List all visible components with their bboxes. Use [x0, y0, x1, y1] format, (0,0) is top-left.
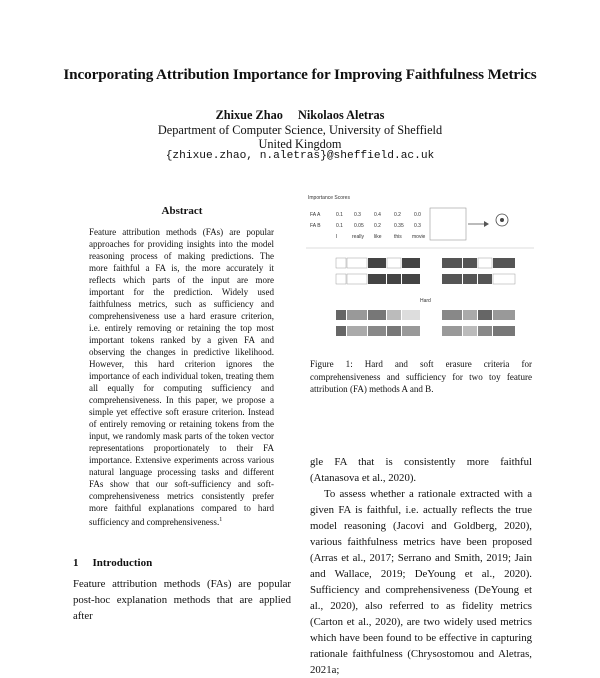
- token-cell-soft: [347, 326, 367, 336]
- body-paragraph: gle FA that is consistently more faithful (Atanasova et al., 2020).: [310, 456, 532, 484]
- score-grid: [336, 212, 426, 240]
- author-list: [0, 108, 600, 123]
- token-label: this: [394, 234, 402, 240]
- token-cell: [387, 258, 401, 268]
- token-cell-erased: [368, 258, 386, 268]
- score-value: 0.3: [354, 212, 361, 218]
- score-value: 0.2: [374, 223, 381, 229]
- body-paragraph: To assess whether a rationale extracted with a given FA is faithful, i.e. actually reflects the true model reasoning (Jacovi and Goldberg, 2020), various faithfulness metrics have been proposed (Arras et al., 2017; Serrano and Smith, 2019; Jain and Wallace, 2019; DeYoung et al., 2020). Sufficiency and comprehensiveness (DeYoung et al., 2020), also referred to as fidelity metrics (Carton et al., 2020), are two widely used metrics which have been found to be effective in capturing rationale faithfulness (Chrysostomou and Aletras, 2021a;: [310, 488, 532, 676]
- abstract-heading: Abstract: [161, 205, 203, 217]
- token-cell-soft: [347, 310, 367, 320]
- token-cell-soft: [478, 310, 492, 320]
- token-cell-soft: [387, 326, 401, 336]
- footnote-mark: 1: [219, 517, 223, 523]
- token-cell-soft: [493, 310, 515, 320]
- score-value: 0.1: [336, 223, 343, 229]
- token-cell-erased: [387, 274, 401, 284]
- section-heading: [73, 557, 152, 569]
- token-cell-soft: [463, 326, 477, 336]
- token-cell: [493, 274, 515, 284]
- network-node-icon: [500, 218, 504, 222]
- abstract-body: Feature attribution methods (FAs) are popular approaches for providing insights into the model reasoning process of making predictions. The more faithful a FA is, the more accurately it reflects which parts of the input are more important for the prediction. Widely used faithfulness metrics, such as sufficiency and comprehensiveness use a hard erasure criterion, i.e. entirely removing or retaining the top most important tokens ranked by a given FA and observing the changes in predictive likelihood. However, this hard criterion ignores the importance of each individual token, treating them all equally for computing sufficiency and comprehensiveness. In this paper, we propose a simple yet effective soft erasure criterion. Instead of entirely removing or retaining tokens from the input, we randomly mask parts of the token vector representations proportionately to their FA importance. Extensive experiments across various natural language processing tasks and different FAs show that our soft-sufficiency and soft-comprehensiveness metrics consistently prefer more faithful explanations compared to hard sufficiency and comprehensiveness.: [89, 227, 274, 528]
- token-cell: [347, 274, 367, 284]
- figure-caption: Figure 1: Hard and soft erasure criteria for comprehensiveness and sufficiency for two toy feature attribution (FA) methods A and B.: [310, 359, 532, 394]
- author-email: {zhixue.zhao, n.aletras}@sheffield.ac.uk: [165, 150, 435, 162]
- token-cell-soft: [368, 326, 386, 336]
- token-cell: [478, 258, 492, 268]
- figure-1: [306, 190, 534, 350]
- abstract-text: [89, 226, 274, 528]
- token-cell-erased: [463, 258, 477, 268]
- token-cell-soft: [336, 310, 346, 320]
- hard-erasure-rows: [336, 258, 515, 284]
- token-cell: [336, 274, 346, 284]
- token-label: I: [336, 234, 338, 240]
- affiliation-country: United Kingdom: [258, 137, 342, 151]
- figure-header-label: Importance Scores: [308, 195, 350, 201]
- token-cell-soft: [478, 326, 492, 336]
- paper-title: Incorporating Attribution Importance for Improving Faithfulness Metrics: [63, 66, 537, 83]
- section-title: Introduction: [92, 557, 153, 569]
- score-value: 0.2: [394, 212, 401, 218]
- token-cell-erased: [478, 274, 492, 284]
- score-value: 0.4: [374, 212, 381, 218]
- token-cell-soft: [463, 310, 477, 320]
- token-label: movie: [412, 234, 426, 240]
- panel-label: Hard: [420, 298, 431, 304]
- token-cell: [347, 258, 367, 268]
- token-cell-soft: [387, 310, 401, 320]
- affiliation: Department of Computer Science, University of Sheffield: [157, 123, 443, 137]
- figure-row-label: FA B: [310, 223, 321, 229]
- token-cell-soft: [442, 310, 462, 320]
- score-value: 0.35: [394, 223, 404, 229]
- soft-erasure-rows: [336, 310, 515, 336]
- section-number: 1: [73, 557, 79, 569]
- token-cell-erased: [402, 274, 420, 284]
- token-cell-erased: [463, 274, 477, 284]
- token-label: like: [374, 234, 382, 240]
- score-value: 0.1: [336, 212, 343, 218]
- author-name: Nikolaos Aletras: [297, 108, 385, 122]
- figure-row-label: FA A: [310, 212, 321, 218]
- score-value: 0.0: [414, 212, 421, 218]
- token-cell-soft: [442, 326, 462, 336]
- intro-text: Feature attribution methods (FAs) are popular post-hoc explanation methods that are applied after: [73, 578, 291, 622]
- token-cell-erased: [368, 274, 386, 284]
- token-cell-soft: [402, 326, 420, 336]
- token-cell-soft: [493, 326, 515, 336]
- arrow-head-icon: [484, 221, 489, 227]
- token-cell-soft: [402, 310, 420, 320]
- token-cell-erased: [402, 258, 420, 268]
- token-label: really: [352, 234, 364, 240]
- token-cell-soft: [368, 310, 386, 320]
- token-cell-soft: [336, 326, 346, 336]
- token-cell: [336, 258, 346, 268]
- token-cell-erased: [442, 274, 462, 284]
- score-value: 0.3: [414, 223, 421, 229]
- token-cell-erased: [442, 258, 462, 268]
- author-name: Zhixue Zhao: [215, 108, 283, 122]
- model-box: [430, 208, 466, 240]
- score-value: 0.05: [354, 223, 364, 229]
- token-cell-erased: [493, 258, 515, 268]
